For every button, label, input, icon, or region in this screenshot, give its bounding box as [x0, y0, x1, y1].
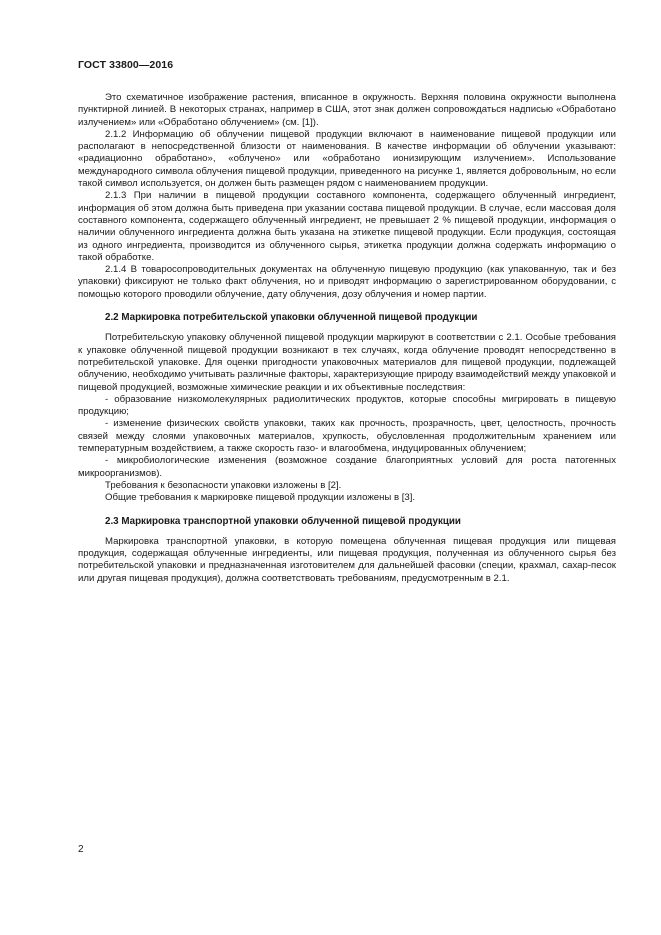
page-number: 2	[78, 844, 84, 855]
list-item: - образование низкомолекулярных радиолитических продуктов, которые способны мигрировать в пищевую продукцию;	[78, 393, 616, 418]
section-2-2-heading: 2.2 Маркировка потребительской упаковки облученной пищевой продукции	[105, 312, 478, 324]
section-2-2-paragraph-2: Требования к безопасности упаковки изложены в [2].	[105, 479, 342, 491]
list-item: - микробиологические изменения (возможное создание благоприятных условий для роста патогенных микроорганизмов).	[78, 455, 616, 479]
section-2-3-paragraph-1: Маркировка транспортной упаковки, в которую помещена облученная пищевая продукция или пищевая продукция, содержащая облученные ингредиенты, или пищевая продукция, полученная из облученного сырья без потребительской упаковки и предназначенная изготовителем для дальнейшей фасовки (специи, крахмал, сахар-песок или другая пищевая продукция), должна соответствовать требованиям, предусмотренным в 2.1.	[78, 535, 616, 584]
list-item: - изменение физических свойств упаковки, таких как прочность, прозрачность, цвет, целостность, прочность связей между слоями упаковочных материалов, хрупкость, обусловленная продолжительным хранением или температурным воздействием, а также скорость газо- и влагообмена, индуцированных облучением;	[78, 418, 616, 455]
section-2-2-paragraph-1: Потребительскую упаковку облученной пищевой продукции маркируют в соответствии с 2.1. Особые требования к упаковке облученной пищевой продукции возникают в тех случаях, когда облучение проводят непосредственно в потребительской упаковке. Для оценки пригодности упаковочных материалов для пищевой продукции, подлежащей облучению, необходимо учитывать различные факторы, характеризующие природу взаимодействий между упаковкой и пищевой продукцией, возможные химические реакции и их объективные последствия:	[78, 332, 616, 393]
document-header: ГОСТ 33800—2016	[78, 59, 174, 71]
document-body	[78, 92, 616, 585]
clause-2-1-2: 2.1.2 Информацию об облучении пищевой продукции включают в наименование пищевой продукции или располагают в непосредственной близости от наименования. В качестве информации об облучении указывают: «радиационно обработано», «облучено» или «обработано ионизирующим излучением». Использование международного символа облучения пищевой продукции, приведенного на рисунке 1, является добровольным, но если такой символ используется, он должен быть размещен рядом с наименованием продукции.	[78, 128, 616, 190]
intro-paragraph: Это схематичное изображение растения, вписанное в окружность. Верхняя половина окружности выполнена пунктирной линией. В некоторых странах, например в США, этот знак должен сопровождаться надписью «Обработано излучением» или «Обработано облучением» (см. [1]).	[78, 92, 616, 128]
clause-2-1-3: 2.1.3 При наличии в пищевой продукции составного компонента, содержащего облученный ингредиент, информация об этом должна быть приведена при указании состава пищевой продукции. В случае, если массовая доля составного компонента, содержащего облученный ингредиент, не превышает 2 % пищевой продукции, информация о наличии облученного ингредиента должна быть указана на этикетке пищевой продукции. Если продукция, состоящая из одного ингредиента, производится из облученного сырья, этикетка продукции должна содержать информацию о такой обработке.	[78, 190, 616, 263]
section-2-3-heading: 2.3 Маркировка транспортной упаковки облученной пищевой продукции	[105, 515, 461, 527]
clause-2-1-4: 2.1.4 В товаросопроводительных документах на облученную пищевую продукцию (как упакованную, так и без упаковки) фиксируют не только факт облучения, но и приводят информацию о зарегистрированном оборудовании, с помощью которого проводили облучение, дату облучения, дозу облучения и номер партии.	[78, 264, 616, 300]
section-2-2-paragraph-3: Общие требования к маркировке пищевой продукции изложены в [3].	[105, 492, 416, 504]
